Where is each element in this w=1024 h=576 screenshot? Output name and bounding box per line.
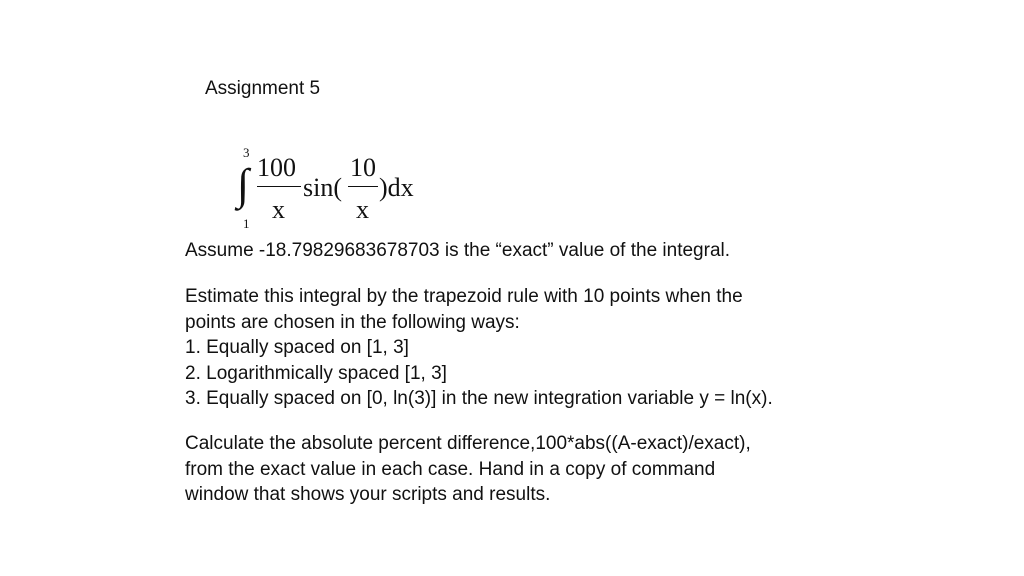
upper-limit: 3 xyxy=(243,145,250,160)
calculate-line: from the exact value in each case. Hand in a copy of command xyxy=(185,458,716,480)
lower-limit: 1 xyxy=(243,216,250,231)
estimate-instructions xyxy=(185,284,773,412)
coefficient-fraction-bar xyxy=(257,186,301,187)
argument-numerator: 10 xyxy=(350,153,376,182)
exact-value-statement: Assume -18.79829683678703 is the “exact” value of the integral. xyxy=(185,240,731,261)
estimate-list-item: 3. Equally spaced on [0, ln(3)] in the new integration variable y = ln(x). xyxy=(185,388,773,410)
integral-sign: ∫ xyxy=(237,160,250,209)
dx-suffix: )dx xyxy=(379,173,414,202)
integral-formula xyxy=(236,146,436,236)
estimate-line: points are chosen in the following ways: xyxy=(185,311,520,333)
calculate-instructions xyxy=(185,431,751,508)
coefficient-numerator: 100 xyxy=(257,153,296,182)
argument-denominator: x xyxy=(356,195,369,224)
assignment-title: Assignment 5 xyxy=(205,78,321,99)
sin-function: sin( xyxy=(303,173,342,202)
calculate-line: Calculate the absolute percent difference,100*abs((A-exact)/exact), xyxy=(185,433,751,454)
estimate-line: Estimate this integral by the trapezoid rule with 10 points when the xyxy=(185,286,743,307)
calculate-line: window that shows your scripts and results. xyxy=(185,484,551,506)
estimate-list-item: 1. Equally spaced on [1, 3] xyxy=(185,337,409,359)
estimate-list-item: 2. Logarithmically spaced [1, 3] xyxy=(185,362,447,384)
coefficient-denominator: x xyxy=(272,195,285,224)
argument-fraction-bar xyxy=(348,186,378,187)
